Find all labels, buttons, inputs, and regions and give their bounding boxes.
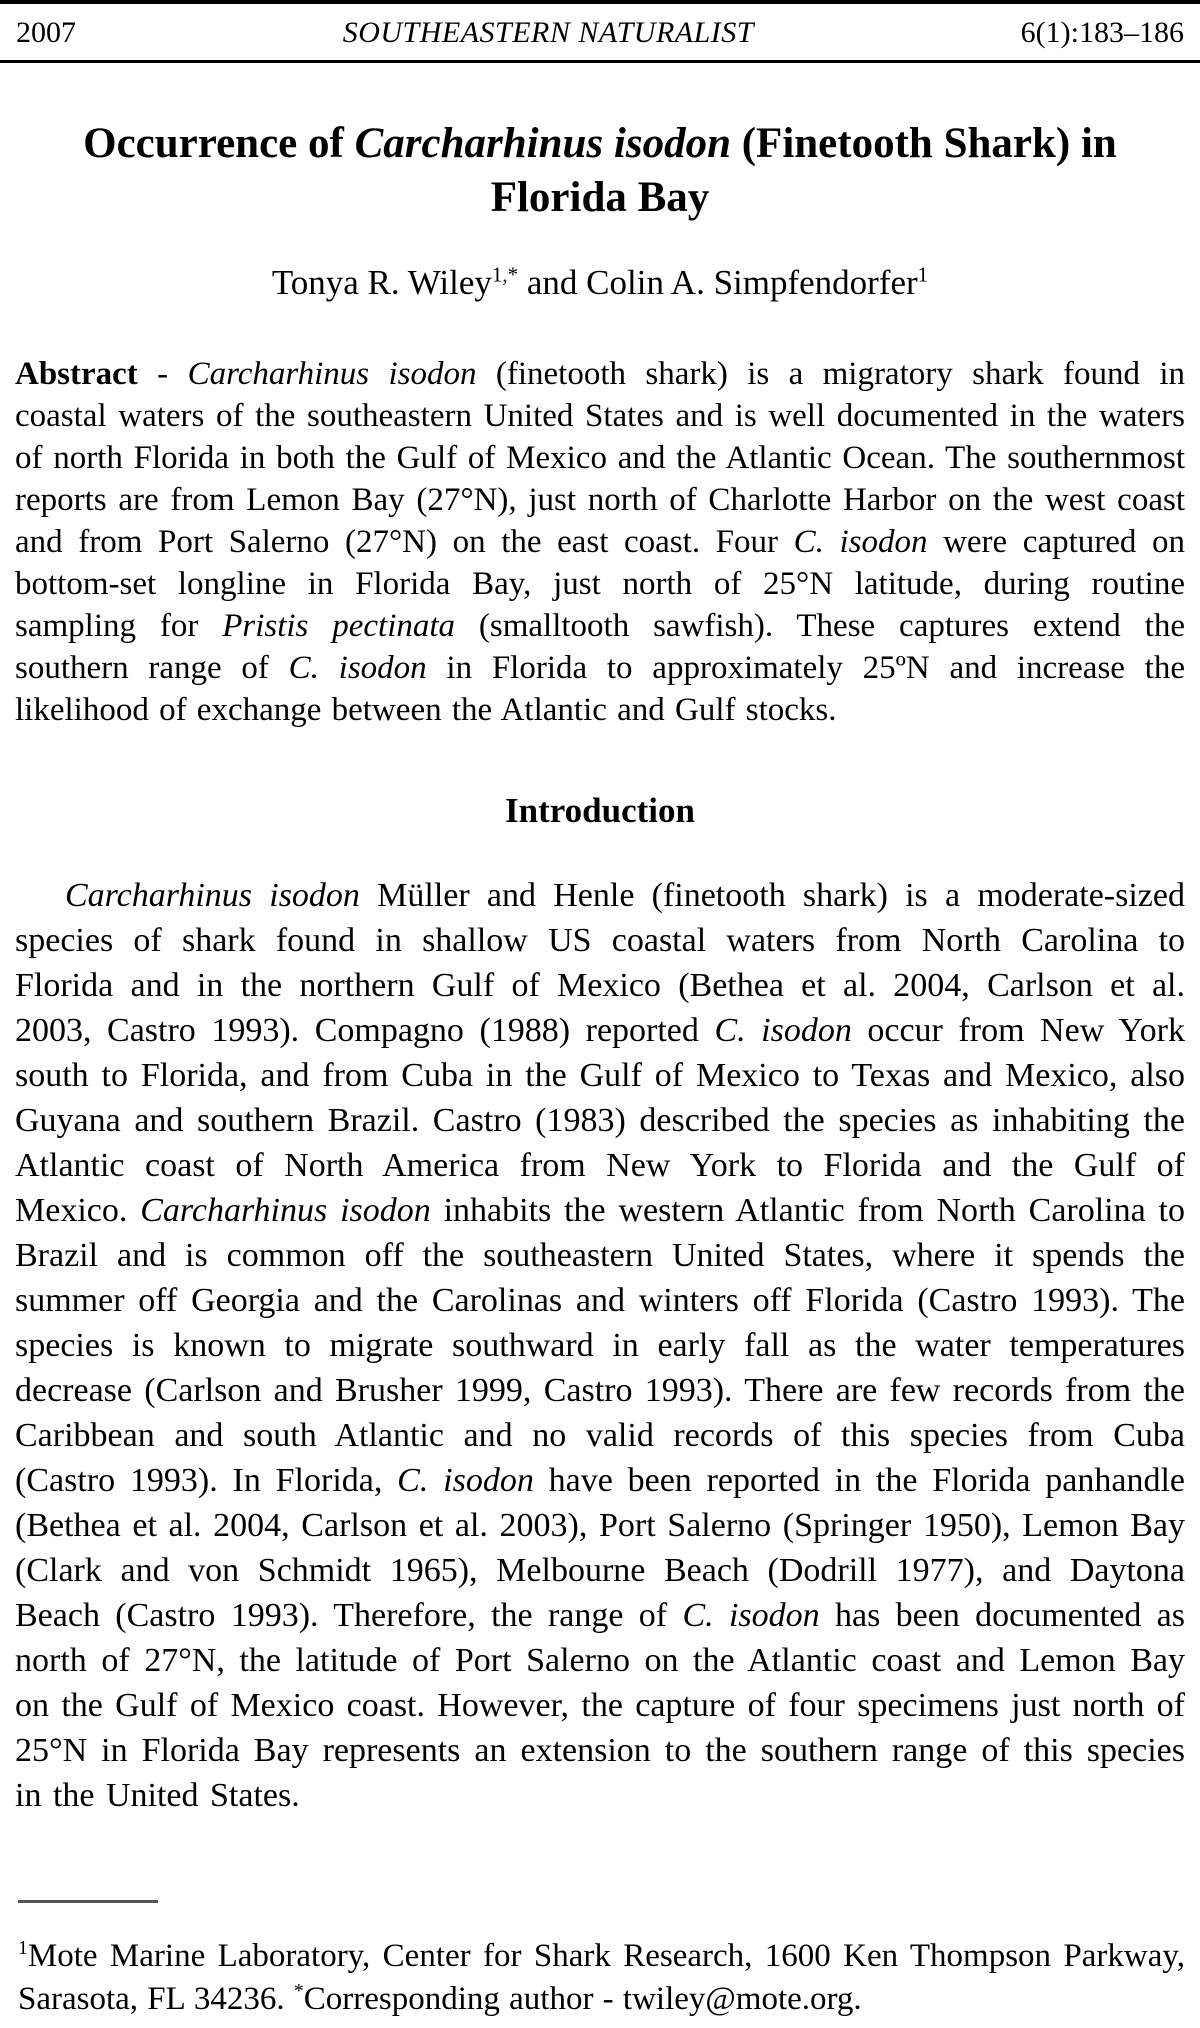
running-head-journal-title: SOUTHEASTERN NATURALIST — [342, 16, 754, 49]
abstract-paragraph: Abstract - Carcharhinus isodon (finetooth shark) is a migratory shark found in coastal waters of the southeastern United States and is well documented in the waters of north Florida in both the Gulf of Mexico and the Atlantic Ocean. The southernmost reports are from Lemon Bay (27°N), just north of Charlotte Harbor on the west coast and from Port Salerno (27°N) on the east coast. Four C. isodon were captured on bottom-set longline in Florida Bay, just north of 25°N latitude, during routine sampling for Pristis pectinata (smalltooth sawfish). These captures extend the southern range of C. isodon in Florida to approximately 25ºN and increase the likelihood of exchange between the Atlantic and Gulf stocks. — [15, 356, 1185, 728]
footnote — [18, 1900, 1185, 2021]
article-title: Occurrence of Carcharhinus isodon (Finetooth Shark) in Florida Bay — [83, 120, 1117, 221]
footnote-rule — [18, 1900, 158, 1903]
article-authors: Tonya R. Wiley$^{1,*}$ and Colin A. Simpfendorfer$^1$ — [271, 262, 929, 302]
section-heading-introduction: Introduction — [505, 791, 695, 830]
introduction-paragraph: Carcharhinus isodon Müller and Henle (finetooth shark) is a moderate-sized species of shark found in shallow US coastal waters from North Carolina to Florida and in the northern Gulf of Mexico (Bethea et al. 2004, Carlson et al. 2003, Castro 1993). Compagno (1988) reported C. isodon occur from New York south to Florida, and from Cuba in the Gulf of Mexico to Texas and Mexico, also Guyana and southern Brazil. Castro (1983) described the species as inhabiting the Atlantic coast of North America from New York to Florida and the Gulf of Mexico. Carcharhinus isodon inhabits the western Atlantic from North Carolina to Brazil and is common off the southeastern United States, where it spends the summer off Georgia and the Carolinas and winters off Florida (Castro 1993). The species is known to migrate southward in early fall as the water temperatures decrease (Carlson and Brusher 1999, Castro 1993). There are few records from the Caribbean and south Atlantic and no valid records of this species from Cuba (Castro 1993). In Florida, C. isodon have been reported in the Florida panhandle (Bethea et al. 2004, Carlson et al. 2003), Port Salerno (Springer 1950), Lemon Bay (Clark and von Schmidt 1965), Melbourne Beach (Dodrill 1977), and Daytona Beach (Castro 1993). Therefore, the range of C. isodon has been documented as north of 27°N, the latitude of Port Salerno on the Atlantic coast and Lemon Bay on the Gulf of Mexico coast. However, the capture of four specimens just north of 25°N in Florida Bay represents an extension to the southern range of this species in the United States. — [15, 877, 1186, 1814]
footnote-affiliation-text: $^1$Mote Marine Laboratory, Center for Shark Research, 1600 Ken Thompson Parkway, Sarasota, FL 34236. *Corresponding author - twiley@mote.org. — [18, 1937, 1185, 2017]
running-head-year: 2007 — [16, 16, 76, 49]
running-head-citation: 6(1):183–186 — [1020, 16, 1184, 49]
running-head — [0, 0, 1200, 63]
